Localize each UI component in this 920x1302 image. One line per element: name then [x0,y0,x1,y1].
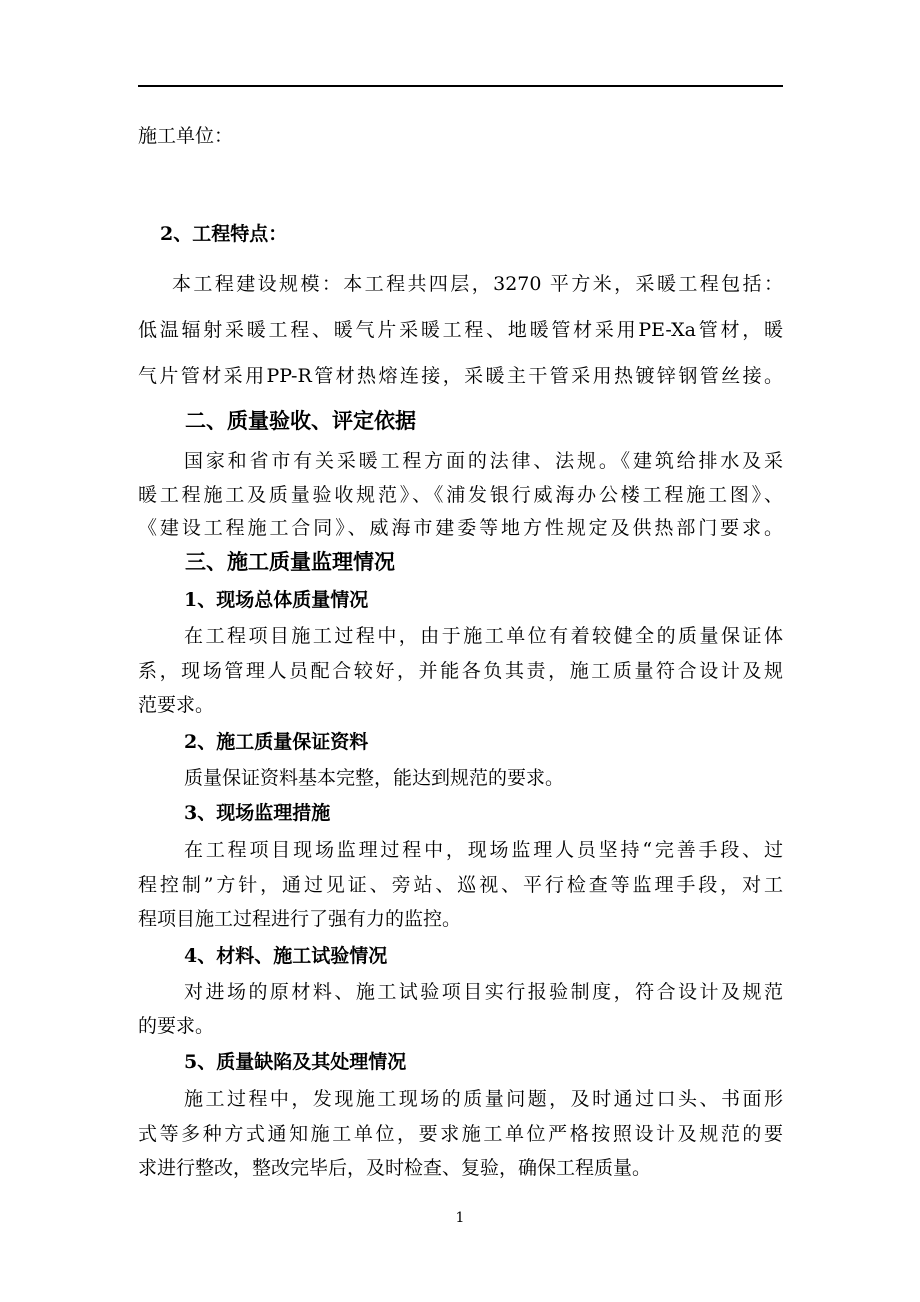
paragraph-line: 程项目施工过程进行了强有力的监控。 [138,908,462,930]
chapter-heading-quality-acceptance: 二、质量验收、评定依据 [185,408,416,433]
paragraph-line: 范要求。 [138,694,215,716]
paragraph-line: 暖工程施工及质量验收规范》、《浦发银行威海办公楼工程施工图》、 [138,484,783,506]
subsection-heading: 3、现场监理措施 [184,802,331,824]
paragraph-line: 低温辐射采暖工程、暖气片采暖工程、地暖管材采用PE-Xa管材，暖 [138,319,783,341]
page-number: 1 [455,1210,465,1226]
paragraph-line: 在工程项目施工过程中，由于施工单位有着较健全的质量保证体 [184,625,783,647]
chapter-heading-supervision: 三、施工质量监理情况 [185,549,395,574]
paragraph-line: 的要求。 [138,1015,215,1037]
paragraph-line: 式等多种方式通知施工单位，要求施工单位严格按照设计及规范的要 [138,1123,783,1145]
paragraph-line: 本工程建设规模：本工程共四层，3270 平方米，采暖工程包括： [172,273,783,295]
subsection-heading: 2、施工质量保证资料 [184,731,369,753]
subsection-heading: 1、现场总体质量情况 [184,589,369,611]
paragraph-line: 质量保证资料基本完整，能达到规范的要求。 [184,767,565,789]
paragraph-line: 国家和省市有关采暖工程方面的法律、法规。《建筑给排水及采 [184,450,783,472]
subsection-heading: 5、质量缺陷及其处理情况 [184,1051,407,1073]
paragraph-line: 对进场的原材料、施工试验项目实行报验制度，符合设计及规范 [184,981,783,1003]
paragraph-line: 《建设工程施工合同》、威海市建委等地方性规定及供热部门要求。 [138,517,783,539]
paragraph-line: 气片管材采用PP-R管材热熔连接，采暖主干管采用热镀锌钢管丝接。 [138,365,783,387]
paragraph-line: 程控制”方针，通过见证、旁站、巡视、平行检查等监理手段，对工 [138,874,783,896]
paragraph-line: 系，现场管理人员配合较好，并能各负其责，施工质量符合设计及规 [138,660,783,682]
paragraph-line: 在工程项目现场监理过程中，现场监理人员坚持“完善手段、过 [184,839,783,861]
construction-unit-label: 施工单位： [138,125,234,147]
subsection-heading: 4、材料、施工试验情况 [184,945,388,967]
paragraph-line: 求进行整改，整改完毕后，及时检查、复验，确保工程质量。 [138,1157,652,1179]
header-rule [138,85,783,87]
paragraph-line: 施工过程中，发现施工现场的质量问题，及时通过口头、书面形 [184,1088,783,1110]
section-heading-project-features: 2、工程特点： [160,223,288,245]
